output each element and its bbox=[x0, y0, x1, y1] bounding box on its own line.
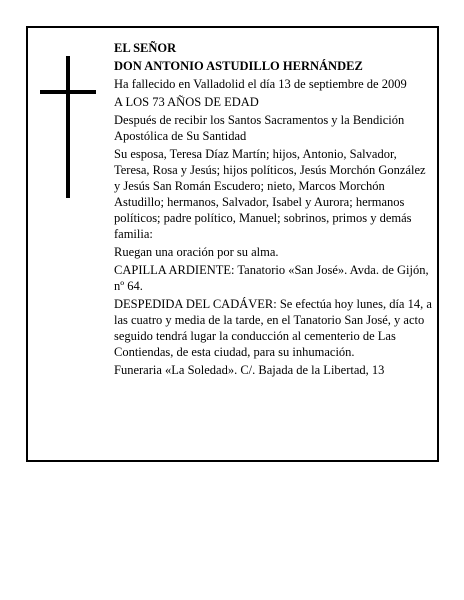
sacraments-statement: Después de recibir los Santos Sacramentos y la Bendición Apostólica de Su Santidad bbox=[114, 113, 405, 143]
age-statement: A LOS 73 AÑOS DE EDAD bbox=[114, 95, 259, 109]
death-statement: Ha fallecido en Valladolid el día 13 de septiembre de 2009 bbox=[114, 77, 407, 91]
obituary-notice bbox=[26, 26, 439, 462]
chapel-info: CAPILLA ARDIENTE: Tanatorio «San José». Avda. de Gijón, nº 64. bbox=[114, 263, 429, 293]
funeral-home-info: Funeraria «La Soledad». C/. Bajada de la Libertad, 13 bbox=[114, 363, 385, 377]
cross-horizontal-bar bbox=[40, 90, 96, 94]
cross-icon bbox=[40, 56, 96, 198]
obituary-text bbox=[114, 40, 434, 380]
farewell-info: DESPEDIDA DEL CADÁVER: Se efectúa hoy lunes, día 14, a las cuatro y media de la tarde, en el Tanatorio San José, y acto seguido tendrá lugar la conducción al cementerio de Las Contiendas, de esta ciudad, para su inhumación. bbox=[114, 297, 432, 359]
prayer-request: Ruegan una oración por su alma. bbox=[114, 245, 279, 259]
deceased-name: DON ANTONIO ASTUDILLO HERNÁNDEZ bbox=[114, 59, 363, 73]
cross-vertical-bar bbox=[66, 56, 70, 198]
family-list: Su esposa, Teresa Díaz Martín; hijos, Antonio, Salvador, Teresa, Rosa y Jesús; hijos políticos, Jesús Morchón González y Jesús San Román Escudero; nieto, Marcos Morchón Astudillo; hermanos, Salvador, Isabel y Aurora; hermanos políticos; padre político, Manuel; sobrinos, primos y demás familia: bbox=[114, 147, 426, 241]
notice-title: EL SEÑOR bbox=[114, 41, 177, 55]
